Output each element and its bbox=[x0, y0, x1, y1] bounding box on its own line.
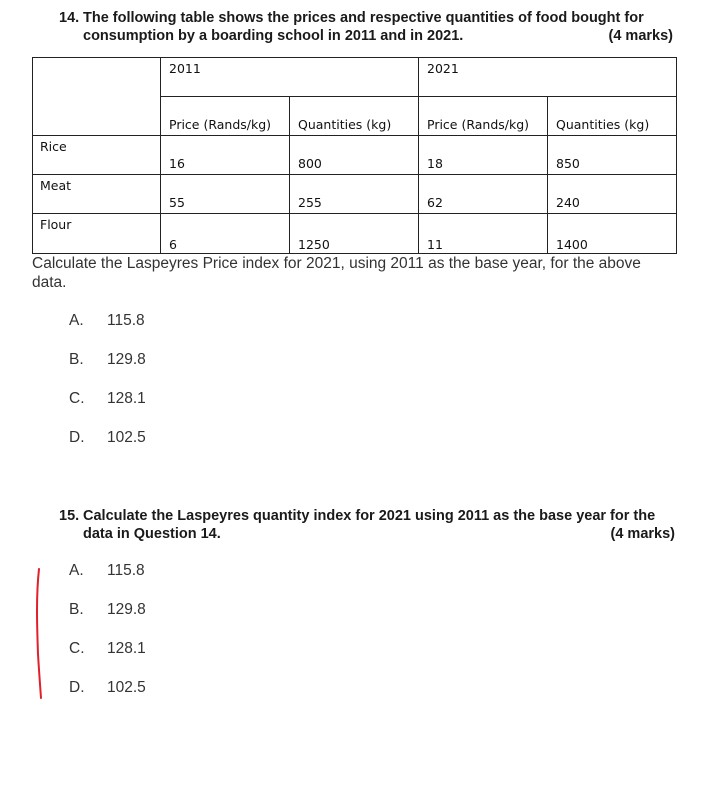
table-cell: 18 bbox=[419, 136, 548, 175]
option-letter: B. bbox=[69, 601, 84, 618]
table-cell: 1250 bbox=[290, 214, 419, 254]
question-15-heading bbox=[59, 507, 679, 547]
table-cell: 240 bbox=[548, 175, 677, 214]
year-header-2011: 2011 bbox=[161, 58, 419, 97]
option-value: 129.8 bbox=[107, 601, 146, 618]
table-cell: 11 bbox=[419, 214, 548, 254]
table-row bbox=[33, 175, 677, 214]
column-header-quantity-2021: Quantities (kg) bbox=[548, 97, 677, 136]
option-letter: A. bbox=[69, 312, 84, 329]
question-14-prompt: Calculate the Laspeyres Price index for 2021, using 2011 as the base year, for the above data. bbox=[32, 255, 641, 291]
option-letter: D. bbox=[69, 429, 85, 446]
table-row bbox=[33, 214, 677, 254]
table-cell: 6 bbox=[161, 214, 290, 254]
option-value: 128.1 bbox=[107, 390, 146, 407]
table-cell: 1400 bbox=[548, 214, 677, 254]
table-cell: 255 bbox=[290, 175, 419, 214]
option-value: 115.8 bbox=[107, 312, 145, 329]
question-14-number: 14. bbox=[59, 10, 80, 26]
option-value: 102.5 bbox=[107, 429, 146, 446]
question-15-text-line2: data in Question 14. bbox=[83, 526, 221, 542]
question-14-heading bbox=[59, 9, 679, 49]
table-cell: 800 bbox=[290, 136, 419, 175]
table-cell: 850 bbox=[548, 136, 677, 175]
question-14-marks: (4 marks) bbox=[608, 28, 673, 44]
option-letter: C. bbox=[69, 390, 85, 407]
question-14-text-line1: The following table shows the prices and respective quantities of food bought for bbox=[83, 10, 644, 26]
option-value: 102.5 bbox=[107, 679, 146, 696]
option-letter: C. bbox=[69, 640, 85, 657]
option-value: 129.8 bbox=[107, 351, 146, 368]
row-label-rice: Rice bbox=[33, 136, 161, 175]
option-letter: D. bbox=[69, 679, 85, 696]
column-header-price-2011: Price (Rands/kg) bbox=[161, 97, 290, 136]
option-value: 128.1 bbox=[107, 640, 146, 657]
column-header-quantity-2011: Quantities (kg) bbox=[290, 97, 419, 136]
question-15-text-line1: Calculate the Laspeyres quantity index for 2021 using 2011 as the base year for the bbox=[83, 508, 656, 524]
table-row bbox=[33, 136, 677, 175]
table-cell: 16 bbox=[161, 136, 290, 175]
row-label-meat: Meat bbox=[33, 175, 161, 214]
option-letter: B. bbox=[69, 351, 84, 368]
question-15-marks: (4 marks) bbox=[610, 526, 675, 542]
price-quantity-table bbox=[32, 57, 677, 254]
question-14-text-line2: consumption by a boarding school in 2011 and in 2021. bbox=[83, 28, 464, 44]
table-cell: 62 bbox=[419, 175, 548, 214]
red-margin-mark bbox=[30, 566, 50, 702]
year-header-2021: 2021 bbox=[419, 58, 677, 97]
option-value: 115.8 bbox=[107, 562, 145, 579]
table-corner-cell bbox=[33, 58, 161, 136]
question-15-number: 15. bbox=[59, 508, 80, 524]
row-label-flour: Flour bbox=[33, 214, 161, 254]
option-letter: A. bbox=[69, 562, 84, 579]
column-header-price-2021: Price (Rands/kg) bbox=[419, 97, 548, 136]
table-cell: 55 bbox=[161, 175, 290, 214]
